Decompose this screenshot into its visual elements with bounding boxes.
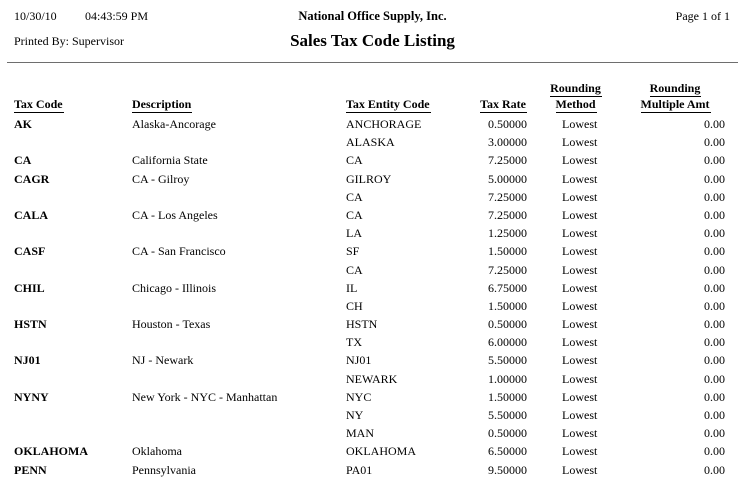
- tax-code-cell: [14, 133, 132, 151]
- report-time: 04:43:59 PM: [85, 9, 149, 23]
- tax-code-cell: CAGR: [14, 171, 50, 186]
- multiple-amt-cell: 0.00: [704, 153, 725, 168]
- description-cell: NJ - Newark: [132, 353, 194, 368]
- report-date: 10/30/10: [14, 9, 57, 23]
- rounding-method-cell: Lowest: [562, 189, 598, 204]
- tax-code-cell: [14, 261, 132, 279]
- tax-rate-cell: 3.00000: [488, 135, 527, 150]
- description-cell: Alaska-Ancorage: [132, 117, 216, 131]
- multiple-amt-cell: 0.00: [704, 135, 725, 150]
- tax-code-cell: HSTN: [14, 317, 47, 332]
- tax-entity-code-cell: GILROY: [346, 171, 392, 186]
- company-name: National Office Supply, Inc.: [298, 9, 447, 23]
- tax-entity-code-cell: ANCHORAGE: [346, 117, 422, 131]
- table-row: [0, 297, 745, 315]
- column-header-tax-rate: Tax Rate: [480, 97, 526, 111]
- rounding-method-cell: Lowest: [562, 226, 598, 241]
- description-cell: [132, 297, 346, 315]
- table-row: [0, 133, 745, 151]
- rounding-method-cell: Lowest: [562, 444, 598, 459]
- tax-rate-cell: 6.50000: [488, 444, 527, 459]
- tax-entity-code-cell: NYC: [346, 389, 372, 404]
- rounding-method-cell: Lowest: [562, 335, 598, 350]
- tax-code-cell: [14, 297, 132, 315]
- tax-rate-cell: 1.50000: [488, 389, 527, 404]
- table-row: [0, 206, 745, 224]
- description-cell: [132, 133, 346, 151]
- description-cell: Chicago - Illinois: [132, 280, 216, 295]
- rounding-method-cell: Lowest: [562, 153, 598, 168]
- table-row: [0, 351, 745, 369]
- tax-entity-code-cell: CA: [346, 207, 363, 222]
- tax-rate-cell: 0.50000: [488, 117, 527, 131]
- rounding-method-cell: Lowest: [562, 462, 598, 477]
- description-cell: Houston - Texas: [132, 317, 211, 332]
- tax-rate-cell: 1.50000: [488, 298, 527, 313]
- tax-rate-cell: 5.50000: [488, 353, 527, 368]
- tax-code-cell: NYNY: [14, 389, 49, 404]
- tax-entity-code-cell: MAN: [346, 426, 375, 441]
- page-indicator: Page 1 of 1: [675, 9, 730, 23]
- multiple-amt-cell: 0.00: [704, 335, 725, 350]
- tax-rate-cell: 1.50000: [488, 244, 527, 259]
- table-row: [0, 279, 745, 297]
- rounding-method-cell: Lowest: [562, 426, 598, 441]
- description-cell: Pennsylvania: [132, 462, 196, 477]
- tax-entity-code-cell: NY: [346, 408, 364, 422]
- table-row: [0, 333, 745, 351]
- multiple-amt-cell: 0.00: [704, 189, 725, 204]
- description-cell: [132, 370, 346, 388]
- rounding-method-cell: Lowest: [562, 280, 598, 295]
- multiple-amt-cell: 0.00: [704, 462, 725, 477]
- tax-code-cell: CA: [14, 153, 32, 168]
- multiple-amt-cell: 0.00: [704, 244, 725, 259]
- tax-rate-cell: 6.75000: [488, 280, 527, 295]
- multiple-amt-cell: 0.00: [704, 426, 725, 441]
- tax-code-cell: AK: [14, 117, 32, 131]
- description-cell: CA - San Francisco: [132, 244, 226, 259]
- description-cell: New York - NYC - Manhattan: [132, 389, 278, 404]
- multiple-amt-cell: 0.00: [704, 444, 725, 459]
- multiple-amt-cell: 0.00: [704, 171, 725, 186]
- rounding-method-cell: Lowest: [562, 317, 598, 332]
- tax-code-cell: [14, 370, 132, 388]
- multiple-amt-cell: 0.00: [704, 117, 725, 131]
- table-column-headers: [0, 71, 745, 113]
- table-row: [0, 388, 745, 406]
- description-cell: California State: [132, 153, 208, 168]
- tax-code-cell: PENN: [14, 462, 47, 477]
- table-row: [0, 370, 745, 388]
- tax-code-cell: [14, 333, 132, 351]
- table-row: [0, 461, 745, 479]
- tax-code-cell: OKLAHOMA: [14, 444, 88, 459]
- rounding-method-cell: Lowest: [562, 117, 598, 131]
- table-row: [0, 261, 745, 279]
- description-cell: [132, 406, 346, 424]
- description-cell: [132, 261, 346, 279]
- tax-code-cell: [14, 188, 132, 206]
- multiple-amt-cell: 0.00: [704, 298, 725, 313]
- multiple-amt-cell: 0.00: [704, 371, 725, 386]
- multiple-amt-cell: 0.00: [704, 389, 725, 404]
- tax-rate-cell: 0.50000: [488, 317, 527, 332]
- tax-entity-code-cell: CA: [346, 262, 363, 277]
- column-header-tax-entity-code: Tax Entity Code: [346, 97, 430, 111]
- tax-rate-cell: 5.00000: [488, 171, 527, 186]
- tax-entity-code-cell: LA: [346, 226, 362, 241]
- table-row: [0, 224, 745, 242]
- table-row: [0, 442, 745, 460]
- table-body: [0, 115, 745, 479]
- column-header-description: Description: [132, 97, 192, 111]
- rounding-method-cell: Lowest: [562, 353, 598, 368]
- rounding-method-cell: Lowest: [562, 135, 598, 150]
- tax-entity-code-cell: HSTN: [346, 317, 378, 332]
- description-cell: [132, 333, 346, 351]
- table-row: [0, 115, 745, 133]
- multiple-amt-cell: 0.00: [704, 207, 725, 222]
- multiple-amt-cell: 0.00: [704, 317, 725, 332]
- tax-code-cell: [14, 224, 132, 242]
- tax-entity-code-cell: OKLAHOMA: [346, 444, 416, 459]
- tax-rate-cell: 7.25000: [488, 262, 527, 277]
- tax-entity-code-cell: NEWARK: [346, 371, 398, 386]
- tax-code-cell: CHIL: [14, 280, 45, 295]
- description-cell: CA - Gilroy: [132, 171, 190, 186]
- tax-rate-cell: 1.25000: [488, 226, 527, 241]
- tax-entity-code-cell: NJ01: [346, 353, 372, 368]
- tax-entity-code-cell: CA: [346, 189, 363, 204]
- report-header: [7, 0, 738, 63]
- report-title: Sales Tax Code Listing: [290, 31, 455, 50]
- tax-rate-cell: 7.25000: [488, 153, 527, 168]
- tax-rate-cell: 0.50000: [488, 426, 527, 441]
- multiple-amt-cell: 0.00: [704, 280, 725, 295]
- table-row: [0, 242, 745, 260]
- tax-code-cell: CALA: [14, 207, 49, 222]
- table-row: [0, 188, 745, 206]
- tax-code-cell: [14, 424, 132, 442]
- table-row: [0, 406, 745, 424]
- rounding-method-cell: Lowest: [562, 371, 598, 386]
- rounding-method-cell: Lowest: [562, 171, 598, 186]
- rounding-method-cell: Lowest: [562, 298, 598, 313]
- column-header-tax-code: Tax Code: [14, 97, 63, 111]
- tax-entity-code-cell: SF: [346, 244, 360, 259]
- tax-entity-code-cell: CH: [346, 298, 363, 313]
- table-row: [0, 315, 745, 333]
- tax-rate-cell: 6.00000: [488, 335, 527, 350]
- tax-entity-code-cell: PA01: [346, 462, 373, 477]
- printed-by: Printed By: Supervisor: [14, 34, 124, 48]
- multiple-amt-cell: 0.00: [704, 353, 725, 368]
- rounding-method-cell: Lowest: [562, 408, 598, 422]
- multiple-amt-cell: 0.00: [704, 226, 725, 241]
- tax-entity-code-cell: CA: [346, 153, 363, 168]
- table-row: [0, 151, 745, 169]
- multiple-amt-cell: 0.00: [704, 262, 725, 277]
- tax-code-cell: NJ01: [14, 353, 41, 368]
- tax-code-cell: CASF: [14, 244, 46, 259]
- multiple-amt-cell: 0.00: [704, 408, 725, 422]
- table-row: [0, 424, 745, 442]
- rounding-method-cell: Lowest: [562, 244, 598, 259]
- tax-rate-cell: 1.00000: [488, 371, 527, 386]
- table-row: [0, 170, 745, 188]
- tax-rate-cell: 9.50000: [488, 462, 527, 477]
- column-header-rounding-multiple-amt: Rounding Multiple Amt: [640, 81, 710, 111]
- tax-code-cell: [14, 406, 132, 424]
- tax-rate-cell: 5.50000: [488, 408, 527, 422]
- description-cell: [132, 424, 346, 442]
- tax-entity-code-cell: IL: [346, 280, 358, 295]
- tax-entity-code-cell: TX: [346, 335, 362, 350]
- description-cell: Oklahoma: [132, 444, 182, 459]
- rounding-method-cell: Lowest: [562, 389, 598, 404]
- tax-rate-cell: 7.25000: [488, 189, 527, 204]
- rounding-method-cell: Lowest: [562, 262, 598, 277]
- column-header-rounding-method: Rounding Method: [550, 81, 601, 111]
- rounding-method-cell: Lowest: [562, 207, 598, 222]
- description-cell: CA - Los Angeles: [132, 207, 218, 222]
- description-cell: [132, 188, 346, 206]
- description-cell: [132, 224, 346, 242]
- tax-entity-code-cell: ALASKA: [346, 135, 395, 150]
- tax-rate-cell: 7.25000: [488, 207, 527, 222]
